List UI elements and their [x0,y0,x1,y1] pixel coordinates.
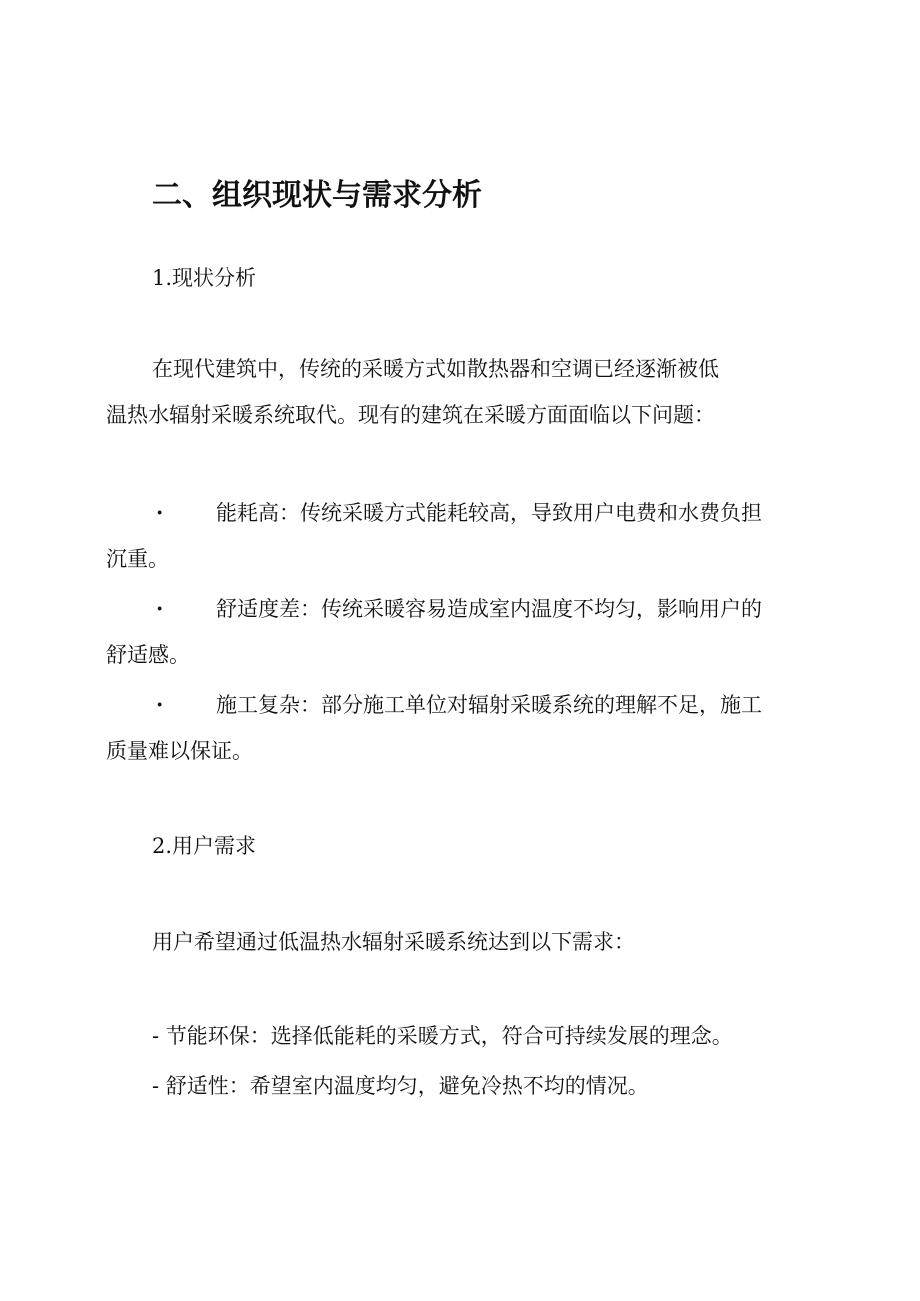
subsection-title-needs: 2.用户需求 [152,834,257,858]
section-heading: 二、组织现状与需求分析 [152,178,482,213]
bullet-text-line-2: 舒适感。 [106,643,190,667]
bullet-item-comfort [106,586,826,678]
bullet-text-line-2: 沉重。 [106,547,169,571]
bullet-item-energy [106,490,826,582]
bullet-marker: · [156,692,164,717]
status-intro-line-1: 在现代建筑中，传统的采暖方式如散热器和空调已经逐渐被低 [152,357,719,381]
bullet-item-construction [106,682,826,774]
status-intro-line-2: 温热水辐射采暖系统取代。现有的建筑在采暖方面面临以下问题： [106,403,715,427]
bullet-text-line-1: 舒适度差：传统采暖容易造成室内温度不均匀，影响用户的 [216,597,762,621]
bullet-text-line-1: 能耗高：传统采暖方式能耗较高，导致用户电费和水费负担 [216,501,762,525]
need-item-energy-saving: - 节能环保：选择低能耗的采暖方式，符合可持续发展的理念。 [152,1024,733,1048]
bullet-marker: · [156,500,164,525]
needs-intro-paragraph: 用户希望通过低温热水辐射采暖系统达到以下需求： [152,930,635,954]
bullet-text-line-1: 施工复杂：部分施工单位对辐射采暖系统的理解不足，施工 [216,693,762,717]
subsection-title-status: 1.现状分析 [152,266,257,290]
status-intro-paragraph [106,346,826,438]
need-item-comfort: - 舒适性：希望室内温度均匀，避免冷热不均的情况。 [152,1074,649,1098]
bullet-text-line-2: 质量难以保证。 [106,739,253,763]
bullet-marker: · [156,596,164,621]
